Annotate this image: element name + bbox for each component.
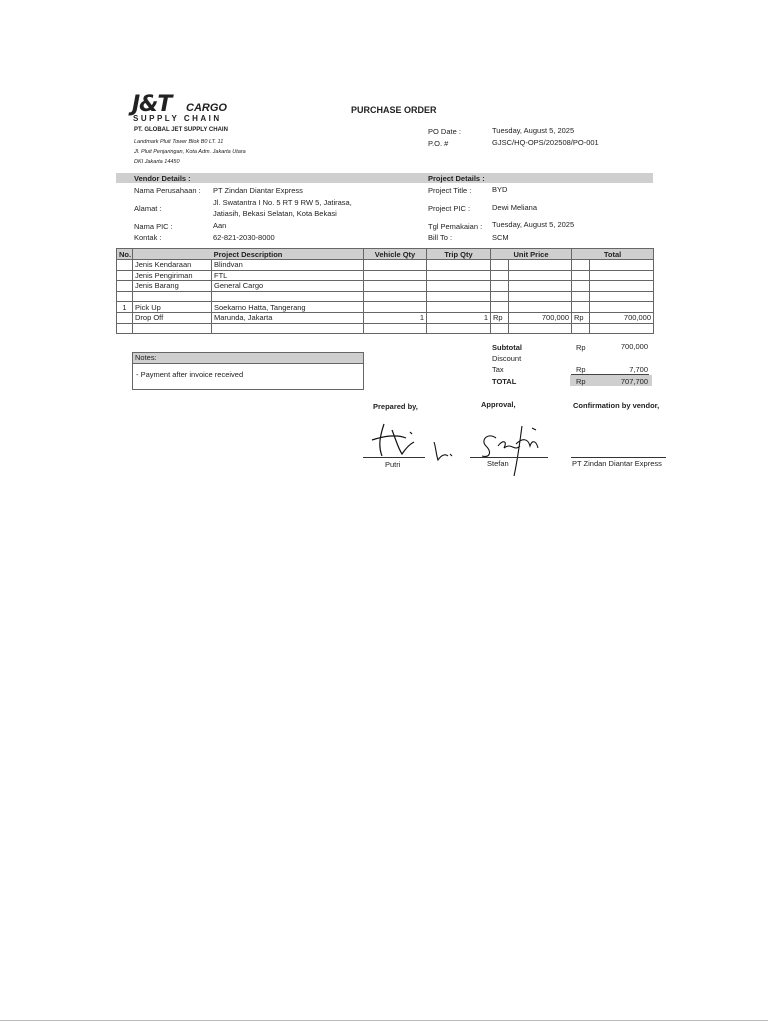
row-desc-a: Pick Up [133, 302, 212, 313]
company-info [134, 127, 228, 134]
row-unit-price: 700,000 [509, 312, 572, 323]
row-vehicle-qty: 1 [364, 312, 427, 323]
vendor-address-value-2: Jatiasih, Bekasi Selatan, Kota Bekasi [213, 209, 337, 218]
row-total-currency [572, 260, 590, 271]
company-logo [132, 94, 242, 124]
row-total-currency [572, 323, 590, 334]
row-no [117, 312, 133, 323]
vendor-address-value-1: Jl. Swatantra I No. 5 RT 9 RW 5, Jatirasa, [213, 198, 352, 207]
tax-currency: Rp [576, 365, 586, 374]
row-total-currency [572, 281, 590, 292]
row-no [117, 291, 133, 302]
row-unit-price [509, 302, 572, 313]
subtotal-currency: Rp [576, 343, 586, 352]
prepared-by-label: Prepared by, [373, 402, 418, 411]
row-price-currency [491, 302, 509, 313]
row-desc-a: Jenis Kendaraan [133, 260, 212, 271]
company-name: PT. GLOBAL JET SUPPLY CHAIN [134, 127, 228, 133]
vendor-details-header: Vendor Details : [134, 174, 191, 183]
project-pic-label: Project PIC : [428, 204, 471, 213]
subtotal-label: Subtotal [492, 343, 522, 352]
prepared-signature-line [363, 457, 425, 458]
vendor-contact-label: Kontak : [134, 233, 162, 242]
logo-main-text: J&T [132, 92, 172, 117]
approval-name: Stefan [487, 459, 509, 468]
total-label: TOTAL [492, 377, 517, 386]
row-trip-qty [427, 323, 491, 334]
row-desc-b: Marunda, Jakarta [212, 312, 364, 323]
row-unit-price [509, 291, 572, 302]
row-total [590, 260, 654, 271]
row-total [590, 291, 654, 302]
po-date-label: PO Date : [428, 127, 461, 136]
project-bill-value: SCM [492, 233, 509, 242]
approval-signature-line [470, 457, 548, 458]
confirmation-name: PT Zindan Diantar Express [572, 459, 662, 468]
row-trip-qty [427, 302, 491, 313]
row-no: 1 [117, 302, 133, 313]
logo-cargo-text: CARGO [186, 102, 227, 114]
row-desc-b: General Cargo [212, 281, 364, 292]
row-price-currency [491, 270, 509, 281]
project-usage-label: Tgl Pemakaian : [428, 222, 483, 231]
confirmation-signature-line [571, 457, 666, 458]
vendor-pic-value: Aan [213, 221, 227, 230]
project-pic-value: Dewi Meliana [492, 203, 538, 212]
row-desc-b [212, 291, 364, 302]
table-row [117, 323, 654, 334]
row-no [117, 260, 133, 271]
row-vehicle-qty [364, 302, 427, 313]
row-trip-qty [427, 291, 491, 302]
row-total-currency [572, 291, 590, 302]
row-unit-price [509, 323, 572, 334]
header-total: Total [572, 249, 654, 260]
discount-label: Discount [492, 354, 522, 363]
vendor-pic-label: Nama PIC : [134, 222, 173, 231]
row-vehicle-qty [364, 323, 427, 334]
row-total [590, 323, 654, 334]
po-number-label: P.O. # [428, 139, 449, 148]
row-total: 700,000 [590, 312, 654, 323]
table-row [117, 302, 654, 313]
header-unit-price: Unit Price [491, 249, 572, 260]
notes-box [132, 352, 364, 390]
row-desc-a: Drop Off [133, 312, 212, 323]
table-row [117, 312, 654, 323]
approval-label: Approval, [481, 400, 516, 409]
header-trip-qty: Trip Qty [427, 249, 491, 260]
items-table [116, 248, 654, 334]
approval-signature [482, 426, 538, 476]
notes-header: Notes: [133, 353, 363, 364]
company-address-2: Jl. Pluit Penjaringan, Kota Adm. Jakarta Utara [134, 149, 246, 155]
row-no [117, 323, 133, 334]
po-date-value: Tuesday, August 5, 2025 [492, 126, 575, 135]
table-row [117, 291, 654, 302]
subtotal-value: 700,000 [620, 342, 648, 351]
row-vehicle-qty [364, 270, 427, 281]
logo-sub-text: SUPPLY CHAIN [133, 114, 222, 123]
project-title-label: Project Title : [428, 186, 472, 195]
row-price-currency [491, 260, 509, 271]
prepared-signature [372, 424, 414, 456]
tax-label: Tax [492, 365, 504, 374]
header-no: No. [117, 249, 133, 260]
company-address-1: Landmark Pluit Tower Blok B0 LT. 11 [134, 139, 224, 145]
row-price-currency: Rp [491, 312, 509, 323]
signature-marks [362, 418, 572, 480]
confirmation-label: Confirmation by vendor, [573, 401, 660, 410]
row-total [590, 281, 654, 292]
notes-body: - Payment after invoice received [136, 370, 244, 379]
header-description: Project Description [133, 249, 364, 260]
row-price-currency [491, 323, 509, 334]
row-no [117, 270, 133, 281]
table-header-row [117, 249, 654, 260]
row-desc-b [212, 323, 364, 334]
vendor-company-value: PT Zindan Diantar Express [213, 186, 303, 195]
tax-value: 7,700 [629, 365, 648, 374]
row-trip-qty [427, 270, 491, 281]
row-total-currency: Rp [572, 312, 590, 323]
row-total [590, 270, 654, 281]
project-usage-value: Tuesday, August 5, 2025 [492, 220, 575, 229]
row-unit-price [509, 281, 572, 292]
row-trip-qty: 1 [427, 312, 491, 323]
row-unit-price [509, 270, 572, 281]
company-address-3: DKI Jakarta 14450 [134, 159, 180, 165]
row-total-currency [572, 270, 590, 281]
row-vehicle-qty [364, 281, 427, 292]
total-currency: Rp [576, 377, 586, 386]
initial-mark [434, 442, 452, 460]
row-desc-b: Blindvan [212, 260, 364, 271]
row-trip-qty [427, 281, 491, 292]
row-desc-a [133, 323, 212, 334]
row-vehicle-qty [364, 291, 427, 302]
table-row [117, 281, 654, 292]
po-number-value: GJSC/HQ-OPS/202508/PO-001 [492, 138, 599, 147]
row-price-currency [491, 291, 509, 302]
total-value: 707,700 [620, 377, 648, 386]
vendor-address-label: Alamat : [134, 204, 162, 213]
row-total [590, 302, 654, 313]
row-no [117, 281, 133, 292]
vendor-contact-value: 62-821-2030-8000 [213, 233, 275, 242]
scan-edge-line [0, 1020, 768, 1021]
project-bill-label: Bill To : [428, 233, 453, 242]
row-trip-qty [427, 260, 491, 271]
row-desc-a [133, 291, 212, 302]
row-total-currency [572, 302, 590, 313]
project-title-value: BYD [492, 185, 508, 194]
row-vehicle-qty [364, 260, 427, 271]
vendor-company-label: Nama Perusahaan : [134, 186, 201, 195]
row-price-currency [491, 281, 509, 292]
table-row [117, 260, 654, 271]
document-title: PURCHASE ORDER [351, 105, 437, 115]
table-row [117, 270, 654, 281]
project-details-header: Project Details : [428, 174, 485, 183]
row-desc-a: Jenis Pengiriman [133, 270, 212, 281]
header-vehicle-qty: Vehicle Qty [364, 249, 427, 260]
row-desc-a: Jenis Barang [133, 281, 212, 292]
row-desc-b: Soekarno Hatta, Tangerang [212, 302, 364, 313]
details-header-bar [116, 173, 653, 183]
prepared-name: Putri [385, 460, 401, 469]
row-unit-price [509, 260, 572, 271]
row-desc-b: FTL [212, 270, 364, 281]
